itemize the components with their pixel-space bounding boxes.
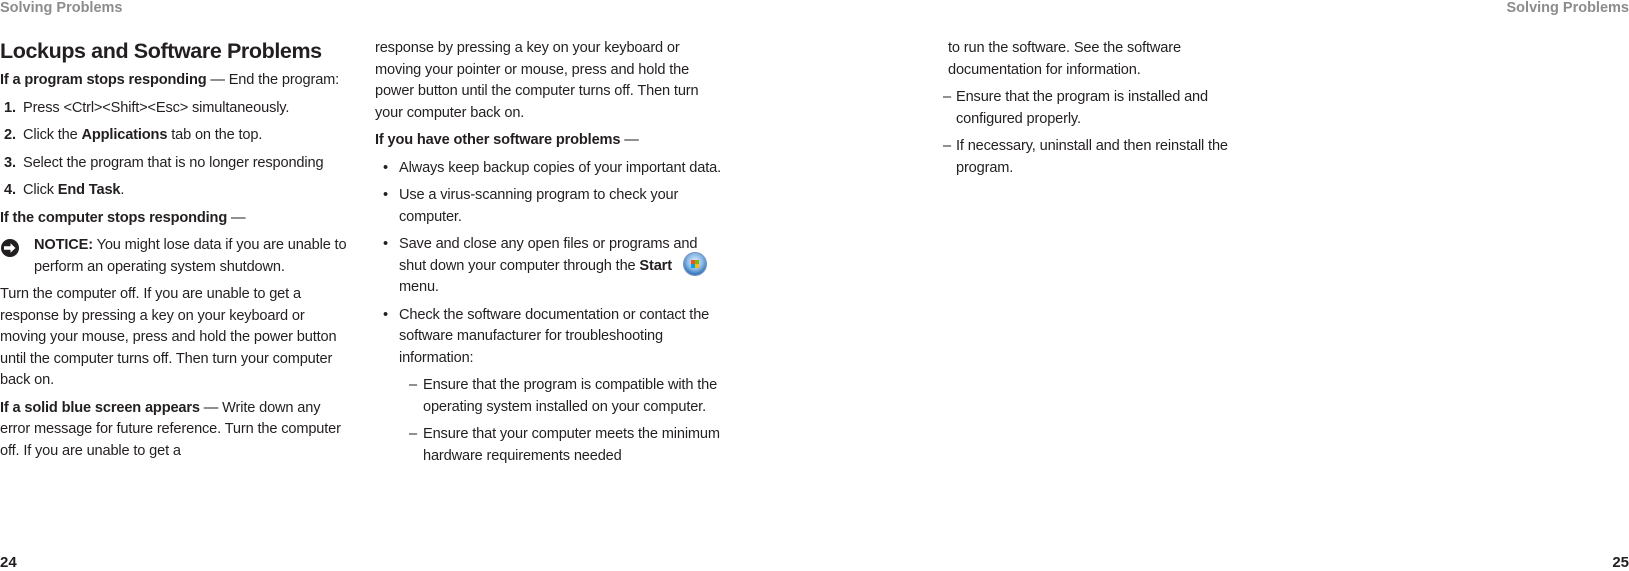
steps-list — [0, 98, 352, 202]
bullet-mark: • — [383, 159, 388, 176]
blue-screen-continued: response by pressing a key on your keyboard or moving your pointer or mouse, press and hold the power button until the computer turns off. Then turn your computer back on. — [375, 40, 699, 121]
computer-stops-dash: — — [227, 209, 246, 226]
start-label: Start — [639, 257, 672, 274]
dash-text: If necessary, uninstall and then reinstall the program. — [956, 138, 1228, 176]
step-text-bold: Applications — [81, 127, 168, 143]
step-number: 4. — [4, 182, 16, 198]
step-text — [23, 180, 352, 202]
column-left — [0, 38, 352, 468]
step-item — [0, 125, 352, 147]
step-text-part: Click the — [23, 127, 82, 143]
dash-text: Ensure that the program is installed and configured properly. — [956, 89, 1208, 127]
step-item — [0, 98, 352, 120]
bullet-text: Check the software documentation or contact the software manufacturer for troubleshooting information: — [399, 306, 710, 366]
bullet-save-menu: menu. — [399, 279, 439, 295]
computer-stops-body: Turn the computer off. If you are unable to get a response by pressing a key on your keyboard or moving your mouse, press and hold the power button until the computer turns off. Then turn your computer back on. — [0, 286, 337, 388]
bullet-text: Use a virus-scanning program to check your computer. — [399, 187, 679, 225]
dash-mark: – — [943, 89, 951, 105]
bullet-mark: • — [383, 187, 388, 203]
step-number: 3. — [4, 154, 16, 171]
page-number-right: 25 — [1612, 554, 1629, 571]
blue-screen-heading: If a solid blue screen appears — [0, 399, 200, 416]
notice-body: You might lose data if you are unable to perform an operating system shutdown. — [34, 237, 347, 275]
bullet-item — [375, 305, 725, 370]
header-left: Solving Problems — [0, 0, 123, 16]
bullet-mark: • — [383, 236, 388, 252]
notice-text — [34, 235, 352, 278]
bullet-text: Always keep backup copies of your important data. — [399, 159, 722, 176]
other-problems-dash: — — [620, 132, 639, 148]
dash-item — [940, 87, 1240, 130]
step-text-bold: End Task — [57, 182, 121, 198]
dash-mark: – — [409, 377, 417, 393]
other-problems-paragraph — [375, 130, 725, 152]
section-title: Lockups and Software Problems — [0, 39, 322, 63]
step-text-part: Press <Ctrl><Shift><Esc> simultaneously. — [23, 99, 290, 116]
dash-item — [375, 375, 725, 418]
step-text — [23, 125, 352, 147]
column-middle — [375, 38, 725, 473]
other-problems-heading: If you have other software problems — [375, 132, 621, 148]
step-text-part: Click — [23, 182, 58, 198]
column-right — [940, 38, 1240, 185]
dash-mark: – — [943, 138, 951, 154]
step-item — [0, 180, 352, 202]
step-text — [23, 153, 352, 175]
step-text-part: tab on the top. — [167, 127, 263, 143]
computer-stops-paragraph — [0, 208, 352, 230]
dash-text: Ensure that your computer meets the minimum hardware requirements needed — [423, 426, 720, 464]
dash-mark: – — [409, 426, 417, 442]
page-number-left: 24 — [0, 554, 17, 571]
bullet-save-text: Save and close any open files or programs and shut down your computer through the — [399, 236, 698, 274]
header-right: Solving Problems — [1506, 0, 1629, 16]
blue-screen-paragraph — [0, 398, 352, 463]
program-stops-heading: If a program stops responding — [0, 72, 207, 88]
notice-arrow-icon — [0, 235, 34, 278]
dash-item — [375, 424, 725, 467]
program-stops-paragraph — [0, 70, 352, 92]
bullet-item — [375, 185, 725, 228]
notice-box — [0, 235, 352, 278]
step-item — [0, 153, 352, 175]
bullet-text — [399, 234, 725, 299]
blue-screen-text: — Write down any error message for future reference. Turn the computer off. If you are unable to get a — [0, 399, 341, 459]
bullet-item — [375, 158, 725, 180]
step-text-part: . — [120, 182, 125, 198]
bullet-mark: • — [383, 306, 388, 323]
step-number: 1. — [4, 99, 16, 116]
windows-start-orb-icon — [684, 253, 706, 275]
program-stops-text: — End the program: — [206, 72, 340, 88]
step-text-part: Select the program that is no longer responding — [23, 154, 324, 171]
notice-label: NOTICE: — [34, 237, 93, 253]
step-text — [23, 98, 352, 120]
dash-text: Ensure that the program is compatible with the operating system installed on your computer. — [423, 377, 718, 415]
dash-item — [940, 136, 1240, 179]
bullet-item — [375, 234, 725, 299]
step-number: 2. — [4, 127, 16, 143]
dash-continued: to run the software. See the software documentation for information. — [948, 40, 1181, 78]
computer-stops-heading: If the computer stops responding — [0, 209, 228, 226]
